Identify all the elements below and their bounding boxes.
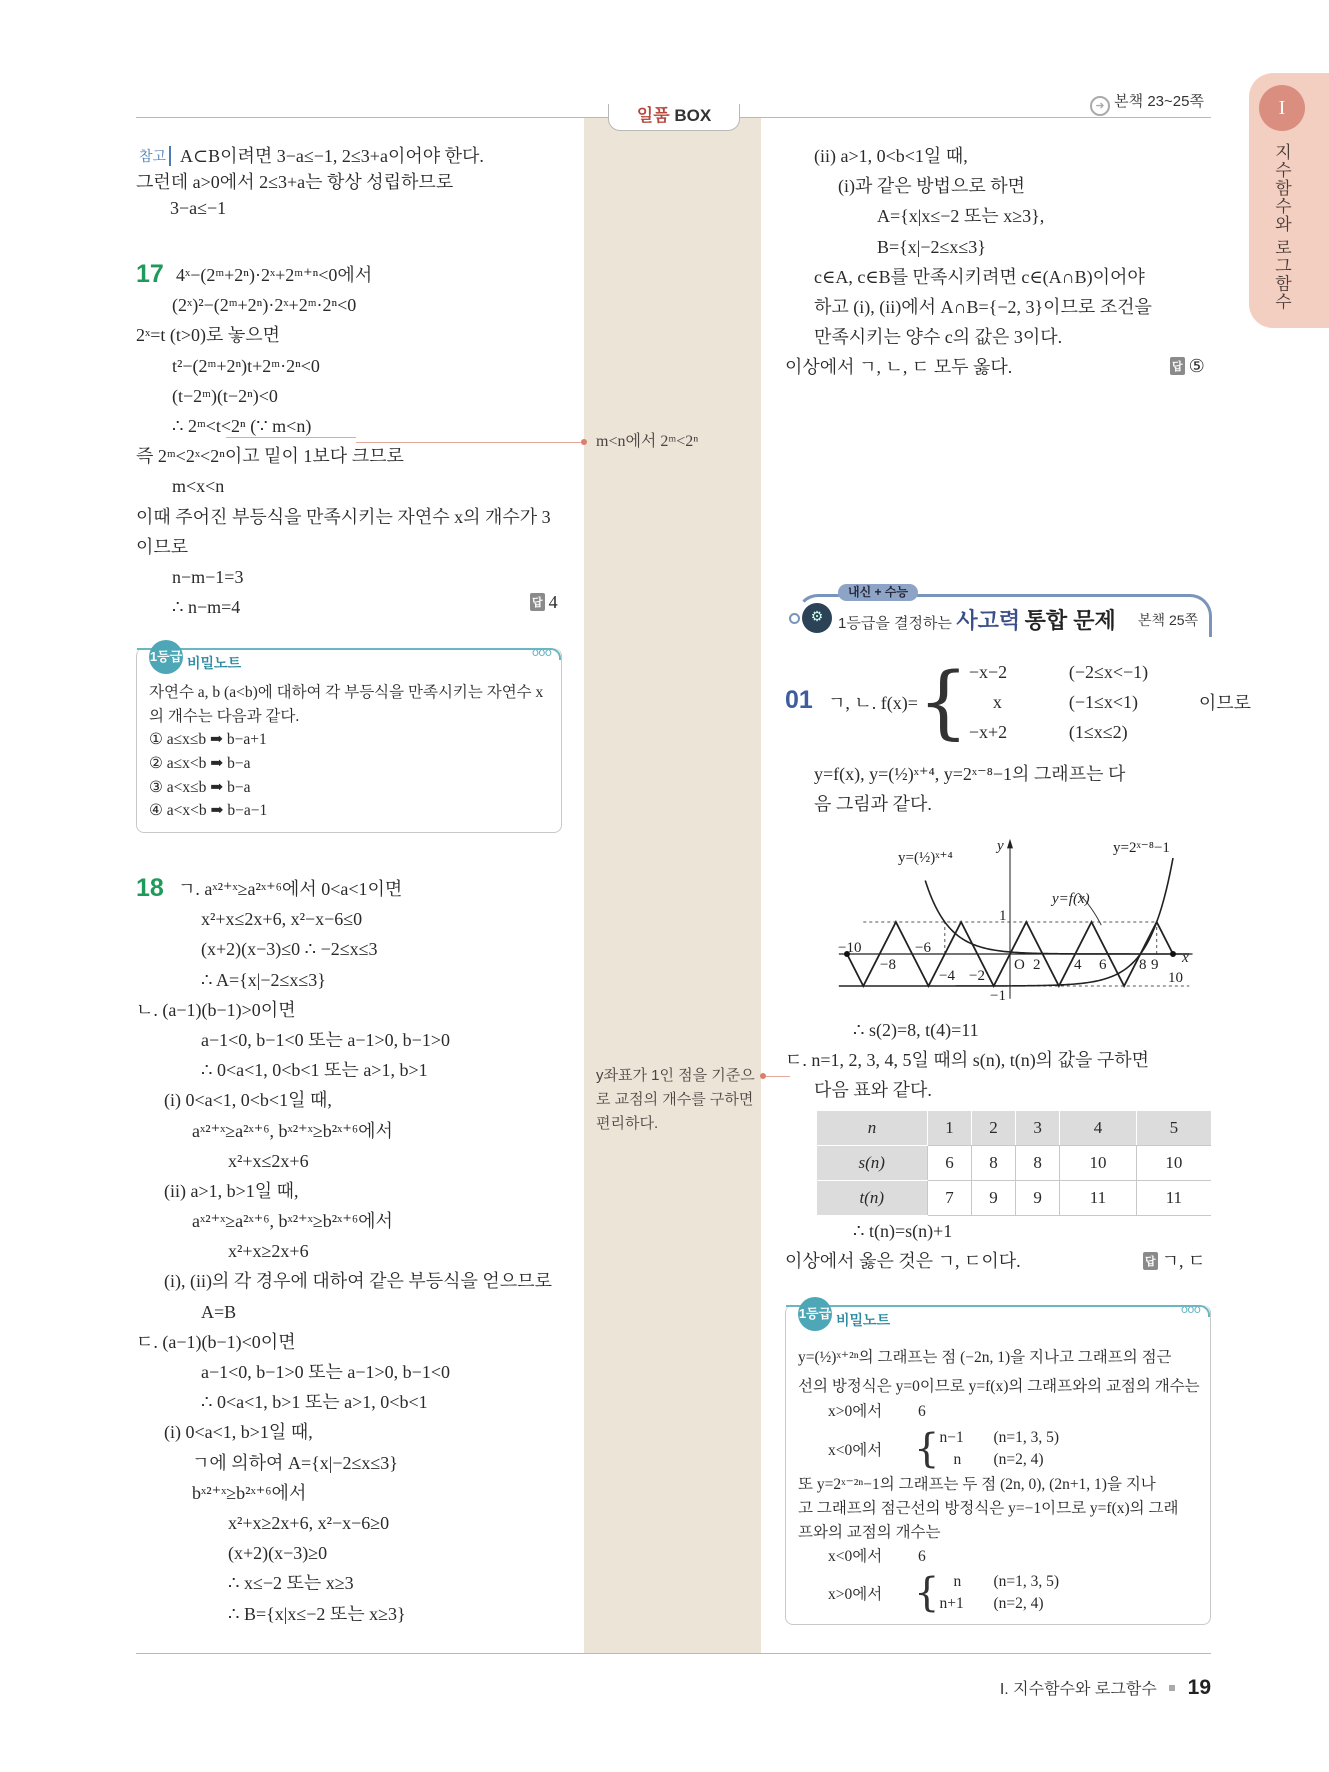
ring-ornament-icon: ʊʊʊ <box>1180 1302 1200 1316</box>
piecewise-lead: ㄱ, ㄴ. f(x)= <box>828 693 918 713</box>
square-bullet-icon <box>1169 1685 1175 1691</box>
text-line: 의 개수는 다음과 같다. <box>149 707 300 725</box>
answer-value: ㄱ, ㄷ <box>1161 1251 1206 1271</box>
case-label: x>0에서 <box>828 1586 883 1603</box>
x-tick-label: 8 <box>1139 957 1147 973</box>
text-line: ∴ x≤−2 또는 x≥3 <box>228 1573 354 1594</box>
margin-note-strip <box>584 117 761 1653</box>
x-tick-label: 10 <box>1168 970 1183 986</box>
text-line: aˣ²⁺ˣ≥a²ˣ⁺⁶, bˣ²⁺ˣ≥b²ˣ⁺⁶에서 <box>192 1211 393 1232</box>
text-line: ㄴ. (a−1)(b−1)>0이면 <box>136 999 296 1020</box>
text-line: A=B <box>201 1301 237 1322</box>
text-line: ∴ 2ᵐ<t<2ⁿ (∵ m<n) <box>172 415 312 436</box>
text-line: ① a≤x≤b ➡ b−a+1 <box>149 731 267 749</box>
arrow-circle-icon: ➜ <box>1090 96 1110 116</box>
text-line: c∈A, c∈B를 만족시키려면 c∈(A∩B)이어야 <box>814 266 1145 287</box>
x-tick-label: 6 <box>1099 957 1107 973</box>
text-line: 이상에서 ㄱ, ㄴ, ㄷ 모두 옳다. <box>785 357 1013 378</box>
grade-badge: 1등급 <box>798 1297 832 1331</box>
text-line: (t−2ᵐ)(t−2ⁿ)<0 <box>172 385 278 406</box>
text-line: ② a≤x<b ➡ b−a <box>149 755 251 773</box>
table-header: 2 <box>972 1111 1016 1146</box>
margin-note-2: y좌표가 1인 점을 기준으로 교점의 개수를 구하면 편리하다. <box>596 1067 755 1132</box>
problem-17-answer <box>530 592 558 613</box>
table-header: 1 <box>927 1111 971 1146</box>
secret-note-cases <box>828 1571 1103 1615</box>
case-value: 6 <box>918 1403 926 1420</box>
case-cond: (−1≤x<1) <box>1068 692 1138 712</box>
section-page-ref: 본책 25쪽 <box>1138 612 1199 628</box>
text-line: y=f(x), y=(½)ˣ⁺⁴, y=2ˣ⁻⁸−1의 그래프는 다 <box>814 764 1126 784</box>
problem-01-text-b <box>785 1015 1211 1106</box>
row-label: t(n) <box>817 1181 928 1216</box>
x-tick-label: −6 <box>915 940 931 956</box>
text-line: x²+x≤2x+6 <box>228 1150 309 1171</box>
text-line: ㄱ. aˣ²⁺ˣ≥a²ˣ⁺⁶에서 0<a<1이면 <box>178 879 403 899</box>
secret-note-line <box>828 1545 926 1569</box>
problem-number-01: 01 <box>785 686 813 714</box>
section-prefix: 1등급을 결정하는 <box>838 615 952 632</box>
table-cell: 6 <box>927 1146 971 1181</box>
connector-dot <box>581 439 587 445</box>
box-tab-label: BOX <box>674 106 712 125</box>
piecewise-definition <box>828 657 1251 747</box>
text-line: x²+x≥2x+6 <box>228 1241 309 1262</box>
page-footer <box>960 1676 1211 1700</box>
case-cond: (n=2, 4) <box>993 1595 1044 1612</box>
y-tick-label: −1 <box>990 988 1006 1004</box>
text-line: 3−a≤−1 <box>170 198 227 218</box>
text-line: 이때 주어진 부등식을 만족시키는 자연수 x의 개수가 3 <box>136 506 551 527</box>
problem-18-solution <box>136 874 562 1629</box>
footer-chapter: I. 지수함수와 로그함수 <box>999 1681 1157 1698</box>
section-title-text: 통합 문제 <box>1024 608 1116 633</box>
text-line: (i)과 같은 방법으로 하면 <box>838 176 1025 197</box>
problem-18-answer <box>1170 356 1205 377</box>
page-number: 19 <box>1187 1676 1211 1699</box>
secret-note-content <box>149 681 543 823</box>
text-line: (i), (ii)의 각 경우에 대하여 같은 부등식을 얻으므로 <box>164 1271 552 1292</box>
text-line: 즉 2ᵐ<2ˣ<2ⁿ이고 밑이 1보다 크므로 <box>136 446 404 467</box>
piecewise-tail: 이므로 <box>1198 693 1251 713</box>
y-tick-label: 1 <box>999 908 1007 924</box>
answer-value: 4 <box>548 592 558 612</box>
piecewise-cases <box>969 657 1199 747</box>
level-pill: 내신 + 수능 <box>838 584 918 601</box>
text-line: 이상에서 옳은 것은 ㄱ, ㄷ이다. <box>785 1251 1021 1272</box>
problem-number-17: 17 <box>136 260 164 288</box>
row-label: s(n) <box>817 1146 928 1181</box>
endpoint-dot <box>1170 951 1176 957</box>
text-line: ∴ t(n)=s(n)+1 <box>853 1221 953 1241</box>
text-line: A⊂B이려면 3−a≤−1, 2≤3+a이어야 한다. <box>180 146 484 166</box>
text-line: A={x|x≤−2 또는 x≥3}, <box>877 206 1045 227</box>
ref-note-tag: 참고 <box>136 146 171 166</box>
x-tick-label: −10 <box>838 940 862 956</box>
curve2-label: y=2ˣ⁻⁸−1 <box>1113 840 1170 856</box>
text-line: (ii) a>1, 0<b<1일 때, <box>814 146 968 166</box>
x-tick-label: −4 <box>939 968 955 984</box>
text-line: ∴ A={x|−2≤x≤3} <box>201 969 326 990</box>
text-line: 2ˣ=t (t>0)로 놓으면 <box>136 325 281 346</box>
answer-mark-icon: 답 <box>1170 357 1185 375</box>
secret-note-box <box>136 645 562 833</box>
table-row <box>817 1181 1212 1216</box>
answer-mark-icon: 답 <box>530 593 545 611</box>
secret-note-title: 비밀노트 <box>836 1312 891 1328</box>
y-axis-label: y <box>997 838 1004 854</box>
table-header: 4 <box>1060 1111 1137 1146</box>
table-cell: 9 <box>972 1181 1016 1216</box>
table-header: 5 <box>1136 1111 1211 1146</box>
problem-01-answer <box>1143 1247 1205 1273</box>
text-line: (x+2)(x−3)≥0 <box>228 1543 328 1564</box>
section-highlight: 사고력 <box>956 608 1021 633</box>
text-line: 4ˣ−(2ᵐ+2ⁿ)·2ˣ+2ᵐ⁺ⁿ<0에서 <box>176 265 373 285</box>
highlight-underline <box>226 437 356 438</box>
case-expr: n <box>953 1451 962 1468</box>
case-label: x<0에서 <box>828 1548 883 1565</box>
case-value: 6 <box>918 1548 926 1565</box>
text-line: ∴ s(2)=8, t(4)=11 <box>853 1020 979 1040</box>
problem-18-continued <box>785 141 1211 383</box>
case-cond: (1≤x≤2) <box>1068 722 1128 742</box>
case-grid <box>939 1427 1103 1471</box>
function-graph <box>830 836 1200 1011</box>
table-cell: 10 <box>1060 1146 1137 1181</box>
chapter-title: 지수함수와 로그함수 <box>1272 143 1291 311</box>
secret-note-line: 선의 방정식은 y=0이므로 y=f(x)의 그래프와의 교점의 개수는 <box>798 1378 1200 1395</box>
chapter-side-tab[interactable] <box>1249 73 1329 328</box>
table-cell: 11 <box>1136 1181 1211 1216</box>
answer-value: ⑤ <box>1188 356 1205 376</box>
table-cell: 11 <box>1060 1181 1137 1216</box>
text-line: n−m−1=3 <box>172 566 244 587</box>
curve1-label: y=(½)ˣ⁺⁴ <box>898 850 953 866</box>
box-tab-brand: 일품 <box>636 106 670 125</box>
text-line: ∴ 0<a<1, b>1 또는 a>1, 0<b<1 <box>201 1392 428 1413</box>
text-line: B={x|−2≤x≤3} <box>877 236 986 257</box>
problem-number-18: 18 <box>136 874 164 902</box>
chapter-numeral: I <box>1259 85 1305 131</box>
margin-note-1: m<n에서 2ᵐ<2ⁿ <box>596 433 699 450</box>
page-reference-text: 본책 23~25쪽 <box>1114 93 1204 110</box>
text-line: 그런데 a>0에서 2≤3+a는 항상 성립하므로 <box>136 172 454 192</box>
case-cond: (n=1, 3, 5) <box>993 1573 1060 1590</box>
case-cond: (−2≤x<−1) <box>1068 662 1149 682</box>
x-axis-label: x <box>1182 950 1189 966</box>
case-expr: n <box>953 1573 962 1590</box>
text-line: aˣ²⁺ˣ≥a²ˣ⁺⁶, bˣ²⁺ˣ≥b²ˣ⁺⁶에서 <box>192 1120 393 1141</box>
text-line: ∴ n−m=4 <box>172 597 241 618</box>
text-line: ∴ 0<a<1, 0<b<1 또는 a>1, b>1 <box>201 1060 428 1081</box>
left-brace-icon: { <box>914 1570 940 1616</box>
f-label: y=f(x) <box>1052 891 1090 907</box>
origin-label: O <box>1014 957 1025 973</box>
text-line: (2ˣ)²−(2ᵐ+2ⁿ)·2ˣ+2ᵐ·2ⁿ<0 <box>172 295 357 316</box>
text-line: (ii) a>1, b>1일 때, <box>164 1180 299 1201</box>
text-line: ㄷ. n=1, 2, 3, 4, 5일 때의 s(n), t(n)의 값을 구하면 <box>785 1050 1150 1071</box>
text-line: x²+x≥2x+6, x²−x−6≥0 <box>228 1512 390 1533</box>
page-reference <box>1090 90 1204 116</box>
text-line: x²+x≤2x+6, x²−x−6≤0 <box>201 909 363 930</box>
table-row <box>817 1111 1212 1146</box>
case-cond: (n=1, 3, 5) <box>993 1429 1060 1446</box>
grade-badge: 1등급 <box>149 640 183 674</box>
answer-mark-icon: 답 <box>1143 1252 1158 1270</box>
text-line: 자연수 a, b (a<b)에 대하여 각 부등식을 만족시키는 자연수 x <box>149 684 544 701</box>
text-line: (i) 0<a<1, b>1일 때, <box>164 1422 313 1443</box>
connector-line <box>356 442 584 443</box>
case-grid <box>939 1571 1103 1615</box>
text-line: a−1<0, b−1<0 또는 a−1>0, b−1>0 <box>201 1029 450 1050</box>
text-line: t²−(2ᵐ+2ⁿ)t+2ᵐ·2ⁿ<0 <box>172 355 320 376</box>
secret-note-cases <box>828 1427 1103 1471</box>
text-line: m<x<n <box>172 476 225 497</box>
text-line: 이므로 <box>136 536 189 557</box>
table-cell: 8 <box>1016 1146 1060 1181</box>
bottom-rule <box>136 1653 1211 1654</box>
y-axis-arrow-icon <box>1007 839 1013 849</box>
section-title <box>838 604 1116 635</box>
text-line: ③ a<x≤b ➡ b−a <box>149 778 251 796</box>
header-dot <box>789 613 800 624</box>
text-line: ∴ B={x|x≤−2 또는 x≥3} <box>228 1603 406 1624</box>
case-expr: −x−2 <box>968 662 1008 682</box>
x-tick-label: −8 <box>880 957 896 973</box>
left-brace-icon: { <box>914 1426 940 1472</box>
case-label: x<0에서 <box>828 1442 883 1459</box>
secret-note-title: 비밀노트 <box>187 655 242 671</box>
text-line: (i) 0<a<1, 0<b<1일 때, <box>164 1090 332 1111</box>
text-line: 하고 (i), (ii)에서 A∩B={−2, 3}이므로 조건을 <box>814 296 1152 317</box>
text-line: 다음 표와 같다. <box>814 1080 932 1101</box>
x-tick-label: 9 <box>1151 957 1159 973</box>
x-tick-label: 2 <box>1033 957 1041 973</box>
case-cond: (n=2, 4) <box>993 1451 1044 1468</box>
table-header: n <box>817 1111 928 1146</box>
text-line: ㄱ에 의하여 A={x|−2≤x≤3} <box>192 1452 398 1473</box>
table-row <box>817 1146 1212 1181</box>
case-expr: n−1 <box>939 1429 964 1446</box>
case-expr: x <box>992 692 1002 712</box>
secret-note-line: 프와의 교점의 개수는 <box>798 1524 941 1541</box>
secret-note-box <box>785 1302 1211 1625</box>
left-brace-icon: { <box>917 655 969 748</box>
x-tick-label: 4 <box>1074 957 1082 973</box>
secret-note-line: y=(½)ˣ⁺²ⁿ의 그래프는 점 (−2n, 1)을 지나고 그래프의 점근 <box>798 1349 1172 1366</box>
section-header <box>790 585 1211 634</box>
table-cell: 9 <box>1016 1181 1060 1216</box>
case-expr: n+1 <box>939 1595 964 1612</box>
box-tab <box>608 104 740 131</box>
table-cell: 8 <box>972 1146 1016 1181</box>
problem-01-text-a <box>785 759 1211 819</box>
text-line: ㄷ. (a−1)(b−1)<0이면 <box>136 1331 296 1352</box>
ref-note <box>136 143 562 221</box>
s-t-value-table <box>816 1111 1211 1216</box>
table-cell: 7 <box>927 1181 971 1216</box>
table-cell: 10 <box>1136 1146 1211 1181</box>
secret-note-line: 고 그래프의 점근선의 방정식은 y=−1이므로 y=f(x)의 그래 <box>798 1500 1179 1517</box>
table-header: 3 <box>1016 1111 1060 1146</box>
secret-note-line: 또 y=2ˣ⁻²ⁿ−1의 그래프는 두 점 (2n, 0), (2n+1, 1)을 지나 <box>798 1476 1156 1493</box>
text-line: bˣ²⁺ˣ≥b²ˣ⁺⁶에서 <box>192 1482 307 1503</box>
thinking-icon: ⚙ <box>802 603 832 633</box>
case-expr: −x+2 <box>968 722 1008 742</box>
case-label: x>0에서 <box>828 1403 883 1420</box>
text-line: a−1<0, b−1>0 또는 a−1>0, b−1<0 <box>201 1362 450 1382</box>
text-line: 음 그림과 같다. <box>814 794 932 815</box>
text-line: (x+2)(x−3)≤0 ∴ −2≤x≤3 <box>201 939 378 960</box>
x-tick-label: −2 <box>969 968 985 984</box>
text-line: 만족시키는 양수 c의 값은 3이다. <box>814 327 1063 348</box>
text-line: ④ a<x<b ➡ b−a−1 <box>149 802 268 820</box>
secret-note-line <box>828 1400 926 1424</box>
ring-ornament-icon: ʊʊʊ <box>531 645 551 659</box>
